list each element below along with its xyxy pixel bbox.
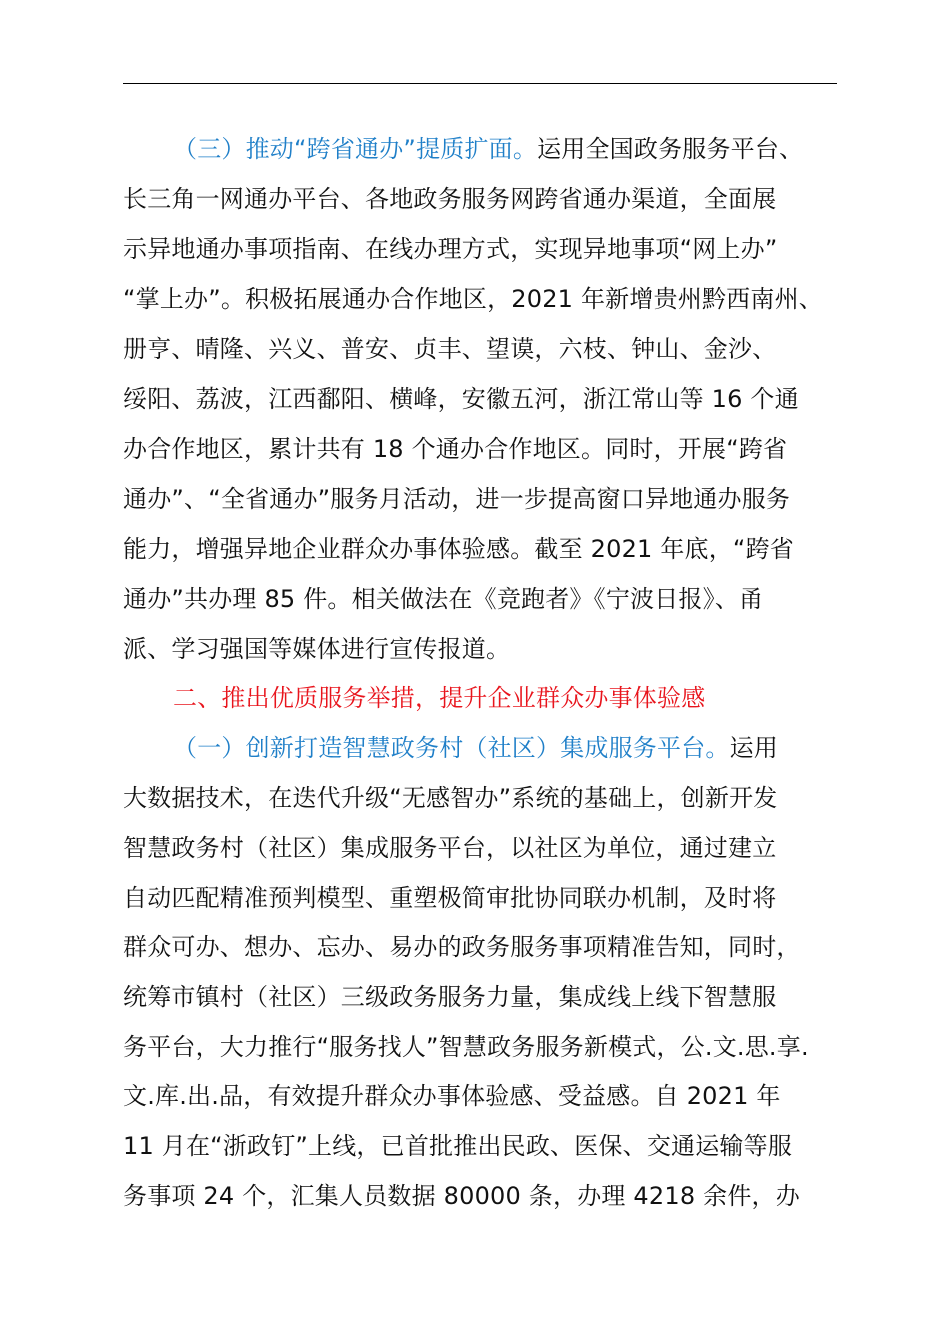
section1-line-6: 统筹市镇村（社区）三级政务服务力量，集成线上线下智慧服 xyxy=(123,983,777,1011)
section3-heading: （三）推动“跨省通办”提质扩面。 xyxy=(173,135,538,163)
section1-line-2: 大数据技术，在迭代升级“无感智办”系统的基础上，创新开发 xyxy=(123,784,778,812)
section3-line-5: 册亨、晴隆、兴义、普安、贞丰、望谟，六枝、钟山、金沙、 xyxy=(123,335,777,363)
section1-line-5: 群众可办、想办、忘办、易办的政务服务事项精准告知，同时， xyxy=(123,933,801,961)
section1-line-3: 智慧政务村（社区）集成服务平台，以社区为单位，通过建立 xyxy=(123,834,777,862)
section3-text: 运用全国政务服务平台、 xyxy=(537,135,804,163)
section3-line-11: 派、学习强国等媒体进行宣传报道。 xyxy=(123,635,511,663)
section3-line-4: “掌上办”。积极拓展通办合作地区，2021 年新增贵州黔西南州、 xyxy=(123,285,823,313)
section1-line-8: 文.库.出.品，有效提升群众办事体验感、受益感。自 2021 年 xyxy=(123,1082,781,1110)
section1-line-7: 务平台，大力推行“服务找人”智慧政务服务新模式，公.文.思.享. xyxy=(123,1033,809,1061)
section1-line-9: 11 月在“浙政钉”上线，已首批推出民政、医保、交通运输等服 xyxy=(123,1132,793,1160)
part2-heading: 二、推出优质服务举措，提升企业群众办事体验感 xyxy=(173,684,706,712)
section3-line-1 xyxy=(173,134,803,164)
section1-line-10: 务事项 24 个，汇集人员数据 80000 条，办理 4218 余件，办 xyxy=(123,1182,800,1210)
section1-line-4: 自动匹配精准预判模型、重塑极简审批协同联办机制，及时将 xyxy=(123,884,777,912)
section1-text: 运用 xyxy=(729,734,779,762)
section3-line-2: 长三角一网通办平台、各地政务服务网跨省通办渠道，全面展 xyxy=(123,185,777,213)
section3-line-9: 能力，增强异地企业群众办事体验感。截至 2021 年底，“跨省 xyxy=(123,535,794,563)
section1-heading: （一）创新打造智慧政务村（社区）集成服务平台。 xyxy=(173,734,730,762)
section3-line-10: 通办”共办理 85 件。相关做法在《竞跑者》《宁波日报》、甬 xyxy=(123,585,764,613)
section3-line-8: 通办”、“全省通办”服务月活动，进一步提高窗口异地通办服务 xyxy=(123,485,791,513)
header-rule xyxy=(123,83,837,84)
section3-line-3: 示异地通办事项指南、在线办理方式，实现异地事项“网上办” xyxy=(123,235,778,263)
section3-line-6: 绥阳、荔波，江西鄱阳、横峰，安徽五河，浙江常山等 16 个通 xyxy=(123,385,799,413)
section3-line-7: 办合作地区，累计共有 18 个通办合作地区。同时，开展“跨省 xyxy=(123,435,788,463)
section1-line-1 xyxy=(173,733,778,763)
